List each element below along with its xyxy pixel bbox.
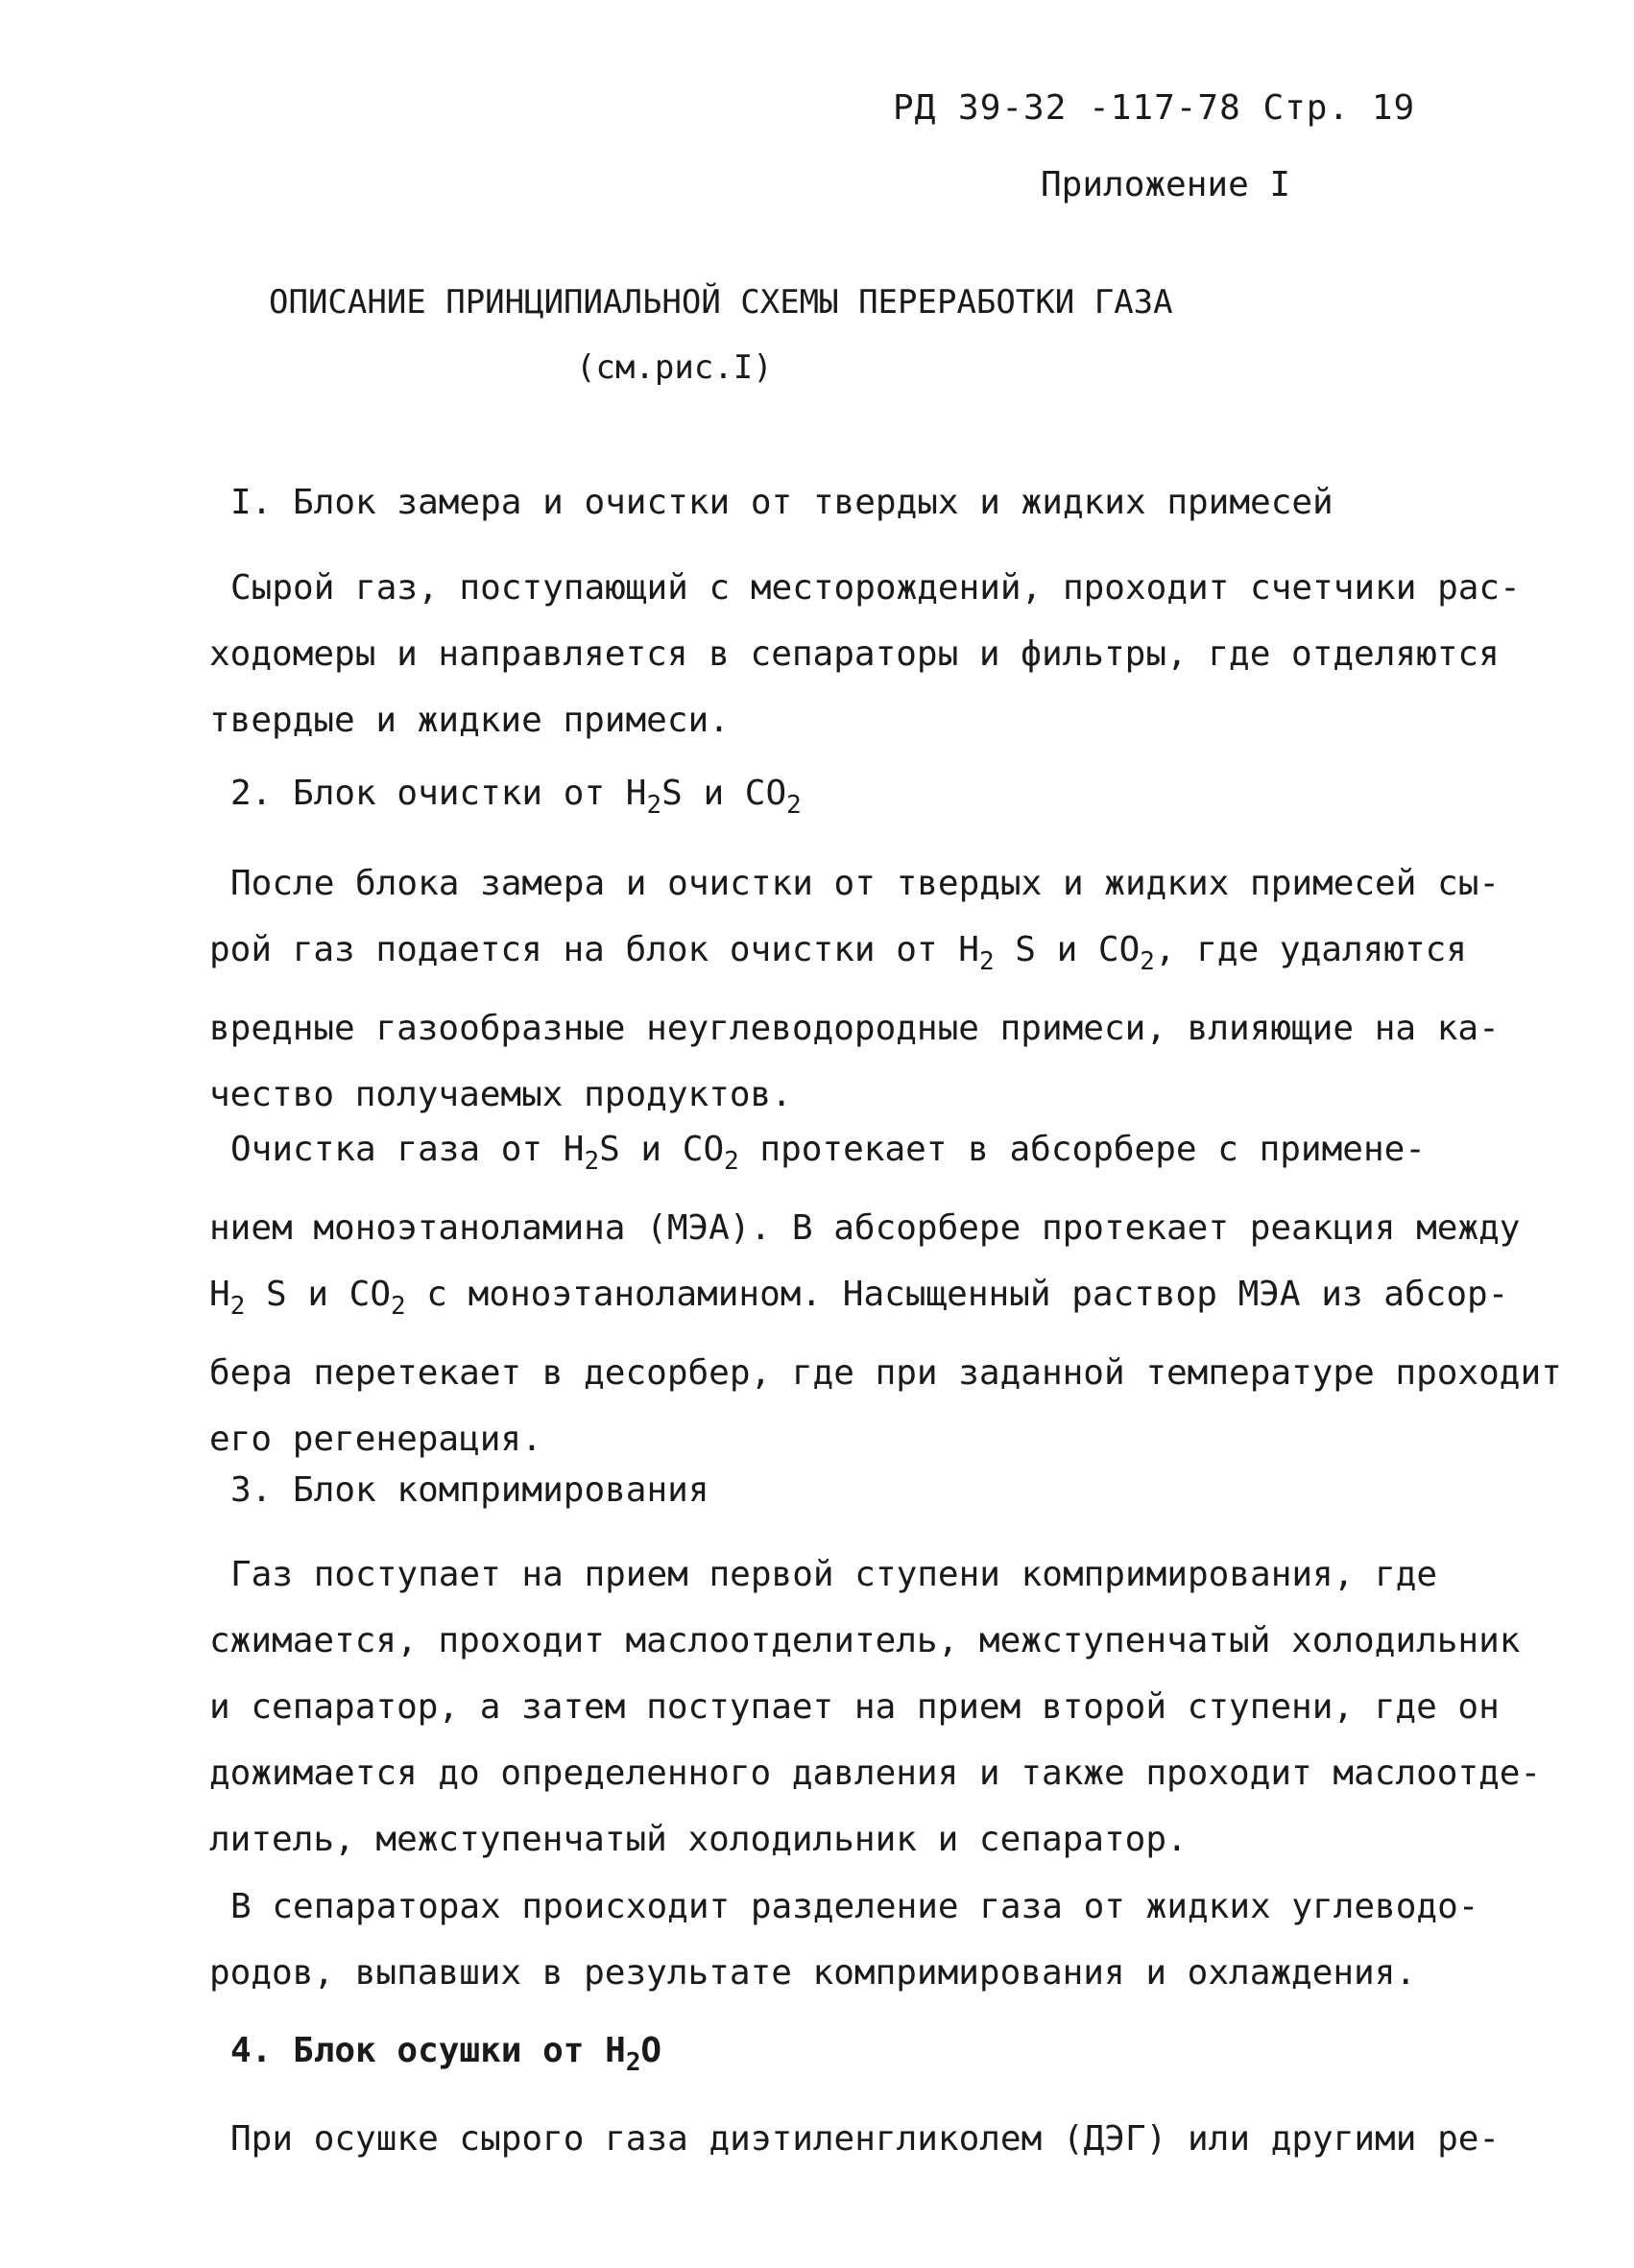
section-2-paragraph-1 <box>209 850 1515 1128</box>
text-line: $H_2$ S и $CO_2$ с моноэтаноламином. Насыщенный раствор МЭА из абсор- <box>209 1275 1509 1322</box>
text-line: Очистка газа от $H_2S$ и $CO_2$ протекает в абсорбере с примене- <box>230 1130 1426 1177</box>
text-line: В сепараторах происходит разделение газа от жидких углеводо- <box>230 1887 1479 1926</box>
section-1-paragraph <box>209 555 1521 753</box>
section-3-paragraph-2 <box>209 1874 1515 2006</box>
subscript: 2 <box>786 791 802 821</box>
text-line: сжимается, проходит маслоотделитель, межступенчатый холодильник <box>209 1621 1521 1660</box>
text-line: Сырой газ, поступающий с месторождений, проходит счетчики рас- <box>230 568 1521 608</box>
text-line: его регенерация. <box>209 1420 542 1460</box>
heading-text: S и CO <box>661 774 787 813</box>
figure-reference: (см.рис.I) <box>576 348 773 387</box>
section-3-heading: 3. Блок компримирования <box>230 1470 709 1510</box>
section-2-heading <box>230 774 802 820</box>
document-title: ОПИСАНИЕ ПРИНЦИПИАЛЬНОЙ СХЕМЫ ПЕРЕРАБОТКИ ГАЗА <box>269 283 1173 322</box>
text-line: рой газ подается на блок очистки от $H_2$ S и $CO_2$, где удаляются <box>209 930 1467 977</box>
heading-text: O <box>640 2031 662 2070</box>
text-line: родов, выпавших в результате компримирования и охлаждения. <box>209 1953 1417 1993</box>
text-line: После блока замера и очистки от твердых и жидких примесей сы- <box>230 864 1501 903</box>
heading-text: 4. Блок осушки от H <box>230 2031 626 2070</box>
section-4-paragraph-1 <box>209 2106 1515 2172</box>
text-line: дожимается до определенного давления и также проходит маслоотде- <box>209 1754 1542 1793</box>
heading-text: 2. Блок очистки от H <box>230 774 647 813</box>
text-line: Газ поступает на прием первой ступени компримирования, где <box>230 1555 1438 1594</box>
section-1-heading: I. Блок замера и очистки от твердых и жидких примесей <box>230 483 1334 522</box>
text-line: нием моноэтаноламина (МЭА). В абсорбере протекает реакция между <box>209 1208 1521 1249</box>
text-line: и сепаратор, а затем поступает на прием второй ступени, где он <box>209 1687 1500 1727</box>
text-line: твердые и жидкие примеси. <box>209 701 730 740</box>
text-line: ходомеры и направляется в сепараторы и фильтры, где отделяются <box>209 634 1500 674</box>
subscript: 2 <box>646 791 662 821</box>
section-3-paragraph-1 <box>209 1541 1542 1873</box>
text-line: бера перетекает в десорбер, где при заданной температуре проходит <box>209 1353 1562 1394</box>
text-line: чество получаемых продуктов. <box>209 1075 792 1115</box>
text-line: При осушке сырого газа диэтиленгликолем (ДЭГ) или другими ре- <box>230 2119 1501 2159</box>
text-line: литель, межступенчатый холодильник и сепаратор. <box>209 1820 1188 1859</box>
document-code-header: РД 39-32 -117-78 Стр. 19 <box>893 88 1416 128</box>
text-line: вредные газообразные неуглеводородные примеси, влияющие на ка- <box>209 1009 1500 1049</box>
appendix-label: Приложение I <box>1041 165 1291 204</box>
subscript: 2 <box>625 2048 641 2078</box>
section-2-paragraph-2 <box>209 1116 1562 1472</box>
section-4-heading <box>230 2031 661 2077</box>
